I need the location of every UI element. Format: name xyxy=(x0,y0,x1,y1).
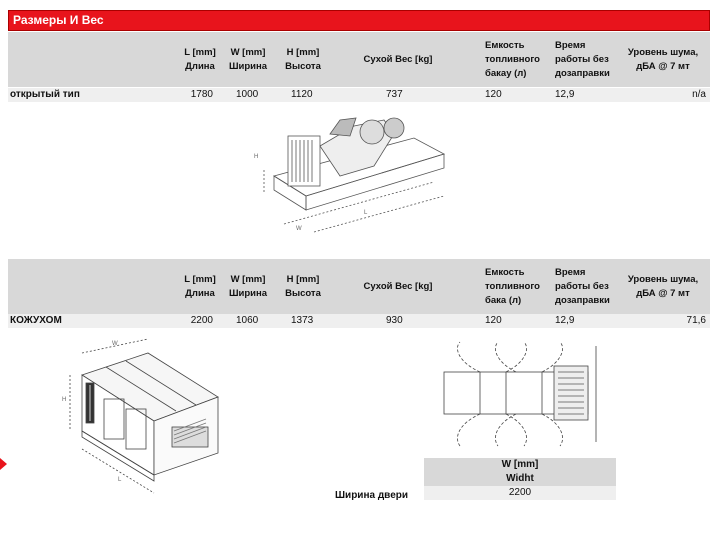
header-tank: Емкость топливного бака (л) xyxy=(485,266,540,306)
header-runtime: Время работы без дозаправки xyxy=(555,266,610,306)
svg-text:H: H xyxy=(62,397,67,403)
row-name: КОЖУХОМ xyxy=(10,315,62,326)
spec-table-header-open xyxy=(8,32,710,87)
header-height: H [mm] Высота xyxy=(285,273,321,299)
dim-label-w: W xyxy=(296,226,302,232)
row-weight: 737 xyxy=(386,89,403,100)
row-runtime: 12,9 xyxy=(555,315,575,326)
row-tank: 120 xyxy=(485,315,502,326)
dim-label-l: L xyxy=(364,210,368,216)
header-weight: Сухой Вес [kg] xyxy=(363,53,433,65)
header-noise: Уровень шума, дБА @ 7 мт xyxy=(627,273,699,299)
canopy-generator-drawing xyxy=(60,335,235,495)
door-width-table xyxy=(424,458,616,500)
header-height: H [mm] Высота xyxy=(285,46,321,72)
header-tank: Емкость топливного бакау (л) xyxy=(485,39,540,79)
row-tank: 120 xyxy=(485,89,502,100)
header-weight: Сухой Вес [kg] xyxy=(363,280,433,292)
section-title: Размеры И Вес xyxy=(8,10,710,31)
row-width: 1000 xyxy=(236,89,259,100)
row-noise: 71,6 xyxy=(686,315,706,326)
svg-text:L: L xyxy=(118,477,122,483)
row-width: 1060 xyxy=(236,315,259,326)
row-height: 1120 xyxy=(291,89,313,100)
door-width-value: 2200 xyxy=(424,486,616,500)
door-width-label: Ширина двери xyxy=(335,490,409,501)
header-width: W [mm] Ширина xyxy=(228,273,268,299)
header-length: L [mm] Длина xyxy=(184,46,216,72)
header-width: W [mm] Ширина xyxy=(228,46,268,72)
spec-row-open xyxy=(8,88,710,102)
row-length: 2200 xyxy=(190,315,213,326)
open-generator-drawing xyxy=(244,106,449,244)
door-width-header: W [mm] Widht xyxy=(424,458,616,486)
dim-label-h: H xyxy=(254,154,259,160)
spec-row-canopy xyxy=(8,314,710,328)
door-width-drawing xyxy=(440,338,600,452)
spec-table-header-canopy xyxy=(8,259,710,314)
row-height: 1373 xyxy=(291,315,314,326)
svg-text:W: W xyxy=(112,341,118,347)
red-arrow-icon xyxy=(0,458,7,470)
row-noise: n/a xyxy=(692,89,706,100)
row-weight: 930 xyxy=(386,315,403,326)
header-length: L [mm] Длина xyxy=(184,273,216,299)
row-runtime: 12,9 xyxy=(555,89,575,100)
row-length: 1780 xyxy=(190,89,213,100)
header-noise: Уровень шума, дБА @ 7 мт xyxy=(627,46,699,72)
header-runtime: Время работы без дозаправки xyxy=(555,39,610,79)
row-name: открытый тип xyxy=(10,89,80,100)
